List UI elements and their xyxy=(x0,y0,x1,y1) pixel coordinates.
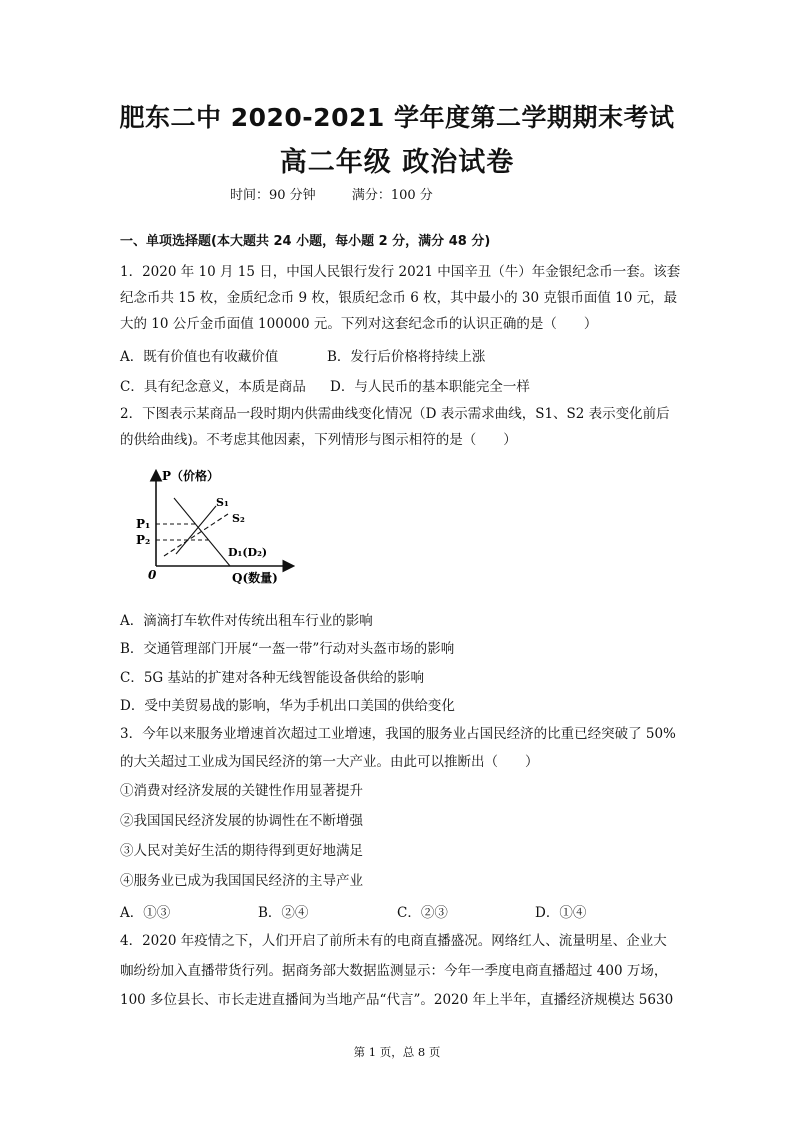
x-axis-label: Q(数量) xyxy=(232,571,278,585)
exam-score: 满分：100 分 xyxy=(351,188,433,203)
q3-item-2: ②我国国民经济发展的协调性在不断增强 xyxy=(120,813,363,829)
exam-title: 肥东二中 2020-2021 学年度第二学期期末考试 xyxy=(119,103,675,132)
q1-line-2: 纪念币共 15 枚，金质纪念币 9 枚，银质纪念币 6 枚，其中最小的 30 克银币面值 10 元，最 xyxy=(120,290,678,306)
page-footer: 第 1 页，总 8 页 xyxy=(353,1045,441,1059)
q1-line-1: 1．2020 年 10 月 15 日，中国人民银行发行 2021 中国辛丑（牛）年金银纪念币一套。该套 xyxy=(120,264,681,280)
supply-demand-graph xyxy=(134,466,304,590)
exam-time: 时间：90 分钟 xyxy=(230,188,316,203)
q2-option-b: B．交通管理部门开展“一盔一带”行动对头盔市场的影响 xyxy=(120,641,455,657)
section-heading: 一、单项选择题(本大题共 24 小题，每小题 2 分，满分 48 分) xyxy=(120,234,491,249)
origin-label: 0 xyxy=(148,568,157,582)
s1-curve xyxy=(176,506,216,554)
q3-item-4: ④服务业已成为我国国民经济的主导产业 xyxy=(120,873,363,889)
q4-line-3: 100 多位县长、市长走进直播间为当地产品“代言”。2020 年上半年，直播经济规模达 5630 xyxy=(120,992,674,1008)
q3-line-1: 3．今年以来服务业增速首次超过工业增速，我国的服务业占国民经济的比重已经突破了 50% xyxy=(120,726,676,742)
q1-option-d: D．与人民币的基本职能完全一样 xyxy=(330,379,530,395)
exam-subtitle: 高二年级 政治试卷 xyxy=(279,147,515,178)
q3-item-1: ①消费对经济发展的关键性作用显著提升 xyxy=(120,783,363,799)
s2-curve xyxy=(164,514,228,556)
q3-line-2: 的大关超过工业成为国民经济的第一大产业。由此可以推断出（ ） xyxy=(120,754,539,770)
q3-option-d: D．①④ xyxy=(535,905,587,921)
q1-option-c: C．具有纪念意义，本质是商品 xyxy=(120,379,306,395)
q1-line-3: 大的 10 公斤金币面值 100000 元。下列对这套纪念币的认识正确的是（ ） xyxy=(120,316,598,332)
p1-label: P₁ xyxy=(136,517,151,531)
y-axis-label: P（价格） xyxy=(162,469,220,483)
q3-option-c: C．②③ xyxy=(397,905,448,921)
p2-label: P₂ xyxy=(136,533,151,547)
s2-label: S₂ xyxy=(232,512,245,525)
q3-option-a: A．①③ xyxy=(120,905,171,921)
q4-line-1: 4．2020 年疫情之下，人们开启了前所未有的电商直播盛况。网络红人、流量明星、企业大 xyxy=(120,933,667,949)
q2-option-a: A．滴滴打车软件对传统出租车行业的影响 xyxy=(120,613,373,629)
q2-line-2: 的供给曲线)。不考虑其他因素，下列情形与图示相符的是（ ） xyxy=(120,432,517,448)
q2-option-c: C．5G 基站的扩建对各种无线智能设备供给的影响 xyxy=(120,670,424,686)
q2-line-1: 2．下图表示某商品一段时期内供需曲线变化情况（D 表示需求曲线，S1、S2 表示变化前后 xyxy=(120,406,670,422)
q2-option-d: D．受中美贸易战的影响，华为手机出口美国的供给变化 xyxy=(120,698,455,714)
q3-option-b: B．②④ xyxy=(258,905,309,921)
s1-label: S₁ xyxy=(216,496,229,509)
q1-option-b: B．发行后价格将持续上涨 xyxy=(327,349,486,365)
exam-meta xyxy=(230,184,433,203)
q1-option-a: A．既有价值也有收藏价值 xyxy=(120,349,279,365)
q4-line-2: 咖纷纷加入直播带货行列。据商务部大数据监测显示：今年一季度电商直播超过 400 万场， xyxy=(120,963,668,979)
demand-label: D₁(D₂) xyxy=(228,546,268,559)
q3-item-3: ③人民对美好生活的期待得到更好地满足 xyxy=(120,843,363,859)
